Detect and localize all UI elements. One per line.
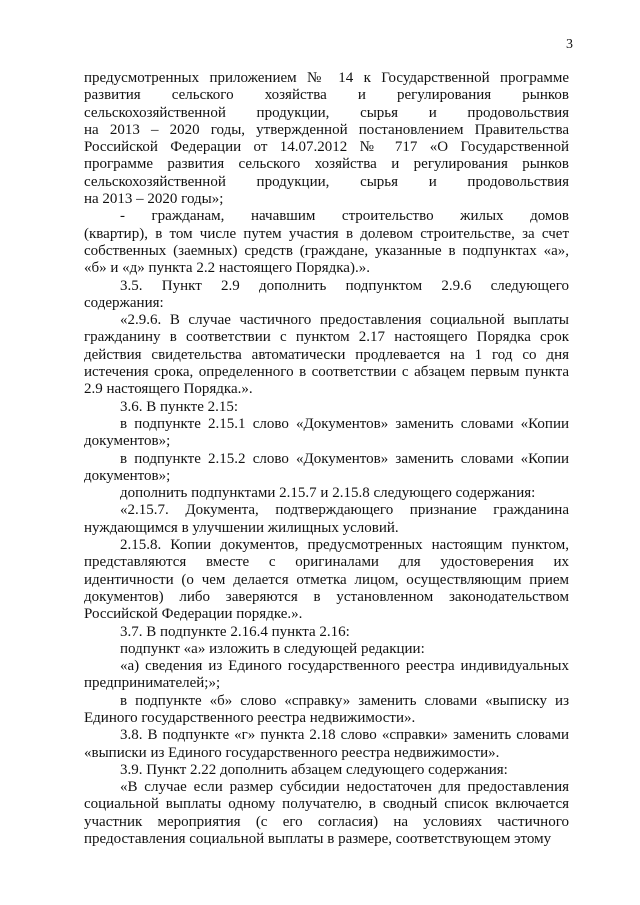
text-line: участник мероприятия (с его согласия) на условиях частичного [84, 813, 569, 830]
text-line: в подпункте 2.15.2 слово «Документов» заменить словами «Копии [120, 450, 569, 467]
text-line: предоставления социальной выплаты в размере, соответствующем этому [84, 831, 552, 848]
paragraph [84, 70, 569, 208]
text-line: документов»; [84, 467, 171, 484]
paragraph [84, 727, 569, 762]
paragraph [84, 537, 569, 623]
text-line: собственных (заемных) средств (граждане, указанные в подпунктах «а», [84, 242, 569, 259]
paragraph [84, 208, 569, 277]
paragraph [84, 762, 569, 779]
text-line: - гражданам, начавшим строительство жилых домов [120, 208, 569, 225]
text-line: сельскохозяйственной продукции, сырья и продовольствия [84, 173, 569, 190]
text-line: подпункт «а» изложить в следующей редакции: [120, 640, 425, 657]
text-line: содержания: [84, 294, 164, 311]
paragraph [84, 451, 569, 486]
text-line: предпринимателей;»; [84, 675, 221, 692]
text-line: 3.6. В пункте 2.15: [120, 398, 239, 415]
text-line: 2.15.8. Копии документов, предусмотренных настоящим пунктом, [120, 537, 569, 554]
text-line: «а) сведения из Единого государственного реестра индивидуальных [120, 658, 569, 675]
text-line: «В случае если размер субсидии недостаточен для предоставления [120, 779, 569, 796]
text-line: сельскохозяйственной продукции, сырья и продовольствия [84, 104, 569, 121]
paragraph [84, 624, 569, 641]
paragraph [84, 399, 569, 416]
document-body [84, 70, 569, 848]
text-line: предусмотренных приложением № 14 к Государственной программе [84, 70, 569, 86]
text-line: социальной выплаты одному получателю, в сводный список включается [84, 796, 569, 813]
paragraph [84, 502, 569, 537]
text-line: «б» и «д» пункта 2.2 настоящего Порядка).». [84, 260, 370, 277]
text-line: 3.5. Пункт 2.9 дополнить подпунктом 2.9.6 следующего [120, 277, 569, 294]
text-line: на 2013 – 2020 годы»; [84, 191, 224, 208]
text-line: 3.7. В подпункте 2.16.4 пункта 2.16: [120, 623, 350, 640]
text-line: документов»; [84, 433, 171, 450]
text-line: идентичности (о чем делается отметка лицом, осуществляющим прием [84, 571, 569, 588]
text-line: «выписки из Единого государственного реестра недвижимости». [84, 744, 500, 761]
text-line: Российской Федерации порядке.». [84, 606, 303, 623]
text-line: (квартир), в том числе путем участия в долевом строительстве, за счет [84, 225, 569, 242]
paragraph [84, 641, 569, 658]
text-line: в подпункте «б» слово «справку» заменить словами «выписку из [120, 692, 569, 709]
text-line: гражданину в соответствии с пунктом 2.17 настоящего Порядка срок [84, 329, 569, 346]
text-line: 3.9. Пункт 2.22 дополнить абзацем следующего содержания: [120, 761, 508, 778]
text-line: 2.9 настоящего Порядка.». [84, 381, 253, 398]
paragraph [84, 278, 569, 313]
paragraph [84, 658, 569, 693]
paragraph [84, 416, 569, 451]
text-line: Единого государственного реестра недвижимости». [84, 709, 416, 726]
text-line: дополнить подпунктами 2.15.7 и 2.15.8 следующего содержания: [120, 485, 536, 502]
paragraph [84, 693, 569, 728]
text-line: действия свидетельства автоматически продлевается на 1 год со дня [84, 346, 569, 363]
page-number: 3 [566, 37, 573, 52]
text-line: представляются вместе с оригиналами для удостоверения их [84, 554, 569, 571]
paragraph [84, 312, 569, 398]
text-line: истечения срока, определенного в соответствии с абзацем первым пункта [84, 364, 569, 381]
paragraph [84, 779, 569, 848]
text-line: «2.9.6. В случае частичного предоставления социальной выплаты [120, 312, 569, 329]
text-line: нуждающимся в улучшении жилищных условий. [84, 519, 399, 536]
text-line: в подпункте 2.15.1 слово «Документов» заменить словами «Копии [120, 415, 569, 432]
text-line: «2.15.7. Документа, подтверждающего признание гражданина [120, 502, 569, 519]
text-line: документов) либо заверяются в установленном законодательством [84, 588, 569, 605]
text-line: развития сельского хозяйства и регулирования рынков [84, 87, 569, 104]
text-line: на 2013 – 2020 годы, утвержденной постановлением Правительства [84, 121, 569, 138]
paragraph [84, 485, 569, 502]
text-line: 3.8. В подпункте «г» пункта 2.18 слово «справки» заменить словами [120, 727, 569, 744]
text-line: программе развития сельского хозяйства и регулирования рынков [84, 156, 569, 173]
text-line: Российской Федерации от 14.07.2012 № 717 «О Государственной [84, 139, 569, 156]
